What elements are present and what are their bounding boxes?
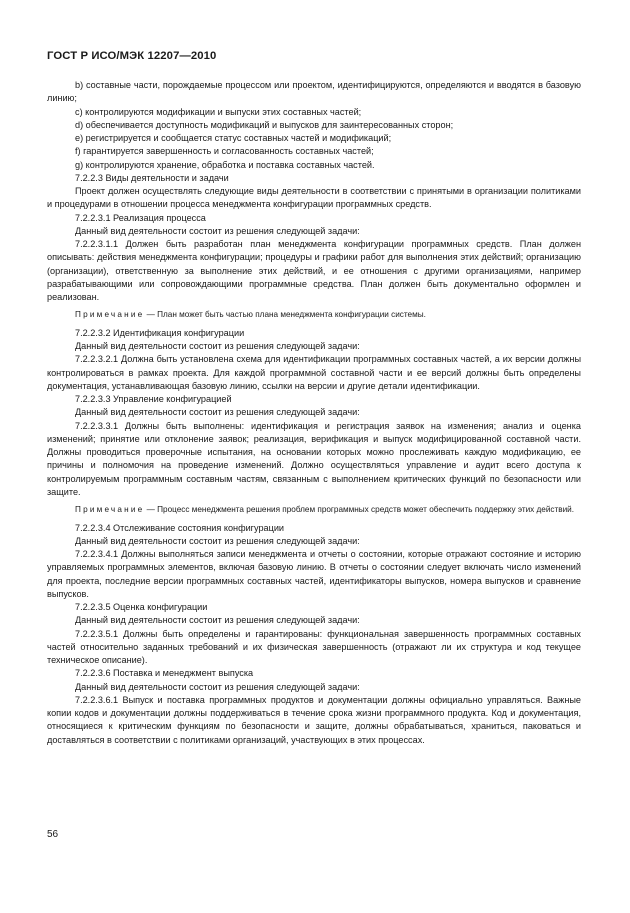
list-item-g: g) контролируются хранение, обработка и поставка составных частей. <box>75 159 375 170</box>
document-body <box>47 79 581 747</box>
section-heading: 7.2.2.3.3 Управление конфигурацией <box>75 394 232 405</box>
note <box>47 504 581 516</box>
paragraph: Данный вид деятельности состоит из решения следующей задачи: <box>75 615 360 626</box>
section-heading: 7.2.2.3.5 Оценка конфигурации <box>75 602 208 613</box>
note-text: — План может быть частью плана менеджмента конфигурации системы. <box>146 310 426 320</box>
note-label: Примечание <box>75 310 145 320</box>
list-item-f: f) гарантируется завершенность и согласованность составных частей; <box>75 146 374 157</box>
section-heading: 7.2.2.3.6 Поставка и менеджмент выпуска <box>75 668 254 679</box>
section-heading: 7.2.2.3.2 Идентификация конфигурации <box>75 327 245 338</box>
paragraph: 7.2.2.3.3.1 Должны быть выполнены: идентификация и регистрация заявок на изменения; анализ и оценка изменений; принятие или отклонение заявок; реализация, верификация и выпуск модифицированной составной части. Должны проводиться проверочные испытания, на основании которых можно прослеживать каждую модификацию, ее причины и полномочия на проведение изменений. Должно осуществляться управление и аудит всего доступа к контролируемым программным составным частям, связанным с выполнением критических функций по безопасности или защите. <box>47 420 581 497</box>
list-item-d: d) обеспечивается доступность модификаций и выпусков для заинтересованных сторон; <box>75 119 454 130</box>
paragraph: Данный вид деятельности состоит из решения следующей задачи: <box>75 407 360 418</box>
list-item-c: c) контролируются модификации и выпуски этих составных частей; <box>75 106 362 117</box>
section-heading: 7.2.2.3 Виды деятельности и задачи <box>75 172 229 183</box>
paragraph: 7.2.2.3.4.1 Должны выполняться записи менеджмента и отчеты о состоянии, которые отражают состояние и историю управляемых программных элементов, включая базовую линию. В отчеты о состоянии следует включать число изменений для проекта, последние версии программных составных частей, идентификаторы выпусков, номера выпусков и сравнение выпусков. <box>47 549 581 599</box>
paragraph: Данный вид деятельности состоит из решения следующей задачи: <box>75 681 360 692</box>
document-header: ГОСТ Р ИСО/МЭК 12207—2010 <box>47 50 217 62</box>
paragraph: Проект должен осуществлять следующие виды деятельности в соответствии с принятыми в организации политиками и процедурами в отношении процесса менеджмента конфигурации программных средств. <box>47 186 581 210</box>
section-heading: 7.2.2.3.4 Отслеживание состояния конфигурации <box>75 522 285 533</box>
paragraph: 7.2.2.3.1.1 Должен быть разработан план менеджмента конфигурации программных средств. План должен описывать: действия менеджмента конфигурации; процедуры и графики работ для выполнения этих действий; организацию (организации), ответственную за выполнение этих действий, и ее отношения с другими организациями, например разрабатывающими или сопровождающими программные средства. План должен быть документально оформлен и реализован. <box>47 239 581 302</box>
paragraph: Данный вид деятельности состоит из решения следующей задачи: <box>75 225 360 236</box>
paragraph: 7.2.2.3.6.1 Выпуск и поставка программных продуктов и документации должны официально управляться. Важные копии кодов и документации должны поддерживаться в течение срока жизни программного продукта. Код и документация, относящиеся к критическим функциям по безопасности и защите, должны обрабатываться, храниться, паковаться и доставляться в соответствии с политиками организаций, участвующих в этих процессах. <box>47 694 581 745</box>
paragraph: 7.2.2.3.5.1 Должны быть определены и гарантированы: функциональная завершенность программных составных частей относительно заданных требований и их физическая завершенность (отражают ли их структура и код текущее техническое описание). <box>47 628 581 666</box>
list-item-b: b) составные части, порождаемые процессом или проектом, идентифицируются, определяются и вводятся в базовую линию; <box>47 80 581 104</box>
note <box>47 309 581 321</box>
list-item-e: e) регистрируется и сообщается статус составных частей и модификаций; <box>75 133 392 143</box>
paragraph: 7.2.2.3.2.1 Должна быть установлена схема для идентификации программных составных частей, а их версии должны контролироваться в рамках проекта. Для каждой программной составной части и ее версий должны быть определены документация, устанавливающая базовую линию, ссылки на версии и другие детали идентификации. <box>47 354 581 391</box>
note-text: — Процесс менеджмента решения проблем программных средств может обеспечить поддержку этих действий. <box>146 505 575 515</box>
page-number: 56 <box>47 829 59 840</box>
paragraph: Данный вид деятельности состоит из решения следующей задачи: <box>75 341 360 352</box>
note-label: Примечание <box>75 505 145 515</box>
section-heading: 7.2.2.3.1 Реализация процесса <box>75 212 206 223</box>
paragraph: Данный вид деятельности состоит из решения следующей задачи: <box>75 535 360 546</box>
